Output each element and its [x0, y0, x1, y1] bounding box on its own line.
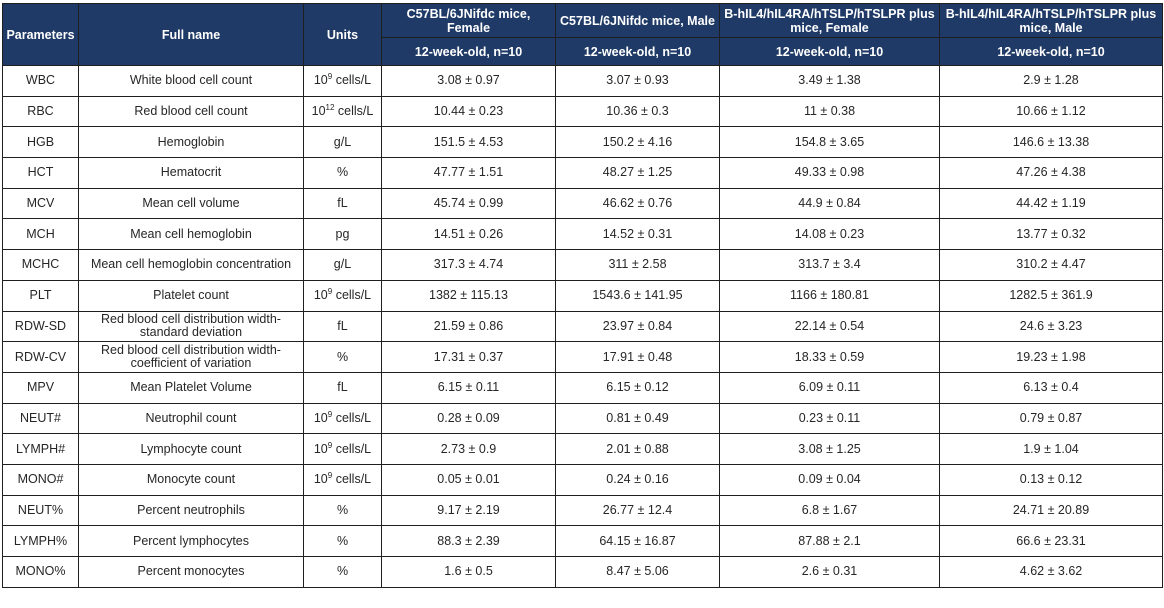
value-cell-group-2: 311 ± 2.58 [556, 250, 720, 281]
value-cell-group-2: 14.52 ± 0.31 [556, 219, 720, 250]
units-cell [304, 66, 382, 97]
value-cell-group-1: 2.73 ± 0.9 [382, 434, 556, 465]
units-cell [304, 250, 382, 281]
table-body [3, 66, 1163, 588]
unit-exponent: 9 [327, 440, 333, 450]
unit-base: fL [337, 318, 348, 333]
value-cell-group-3: 6.8 ± 1.67 [720, 495, 940, 526]
value-cell-group-3: 154.8 ± 3.65 [720, 127, 940, 158]
full-name-cell: Percent lymphocytes [79, 526, 304, 557]
table-row [3, 219, 1163, 250]
value-cell-group-1: 21.59 ± 0.86 [382, 311, 556, 342]
units-cell [304, 464, 382, 495]
table-row [3, 434, 1163, 465]
table-row [3, 372, 1163, 403]
unit-base: g/L [333, 257, 352, 272]
header-group-4: B-hIL4/hIL4RA/hTSLP/hTSLPR plus mice, Male [940, 4, 1163, 38]
value-cell-group-1: 88.3 ± 2.39 [382, 526, 556, 557]
value-cell-group-4: 10.66 ± 1.12 [940, 96, 1163, 127]
value-cell-group-3: 3.49 ± 1.38 [720, 66, 940, 97]
unit-base: 10 [313, 73, 328, 88]
value-cell-group-4: 1282.5 ± 361.9 [940, 280, 1163, 311]
table-row [3, 403, 1163, 434]
value-cell-group-4: 44.42 ± 1.19 [940, 188, 1163, 219]
table-row [3, 127, 1163, 158]
unit-base: % [336, 349, 349, 364]
unit-base: % [336, 533, 349, 548]
value-cell-group-3: 1166 ± 180.81 [720, 280, 940, 311]
header-group-1: C57BL/6JNifdc mice, Female [382, 4, 556, 38]
table-row [3, 311, 1163, 342]
header-full-name: Full name [79, 4, 304, 66]
table-row [3, 250, 1163, 281]
units-cell [304, 311, 382, 342]
unit-base: 10 [313, 441, 328, 456]
value-cell-group-4: 66.6 ± 23.31 [940, 526, 1163, 557]
full-name-cell: Mean cell volume [79, 188, 304, 219]
unit-base: fL [337, 380, 348, 395]
full-name-cell: Monocyte count [79, 464, 304, 495]
header-group-1-sub: 12-week-old, n=10 [382, 38, 556, 66]
value-cell-group-4: 0.13 ± 0.12 [940, 464, 1163, 495]
value-cell-group-2: 46.62 ± 0.76 [556, 188, 720, 219]
value-cell-group-3: 3.08 ± 1.25 [720, 434, 940, 465]
parameter-cell: NEUT% [3, 495, 79, 526]
value-cell-group-3: 313.7 ± 3.4 [720, 250, 940, 281]
units-cell [304, 403, 382, 434]
value-cell-group-1: 14.51 ± 0.26 [382, 219, 556, 250]
unit-exponent: 9 [327, 287, 333, 296]
value-cell-group-1: 317.3 ± 4.74 [382, 250, 556, 281]
parameter-cell: WBC [3, 66, 79, 97]
full-name-cell: Percent neutrophils [79, 495, 304, 526]
value-cell-group-4: 0.79 ± 0.87 [940, 403, 1163, 434]
value-cell-group-1: 0.05 ± 0.01 [382, 464, 556, 495]
unit-exponent: 9 [327, 471, 333, 481]
table-row [3, 158, 1163, 189]
units-cell [304, 188, 382, 219]
unit-base: 10 [311, 104, 326, 119]
value-cell-group-2: 64.15 ± 16.87 [556, 526, 720, 557]
value-cell-group-1: 47.77 ± 1.51 [382, 158, 556, 189]
parameter-cell: RBC [3, 96, 79, 127]
unit-base: 10 [313, 472, 328, 487]
parameter-cell: MCH [3, 219, 79, 250]
table-header [3, 4, 1163, 66]
parameter-cell: LYMPH% [3, 526, 79, 557]
unit-base: % [336, 502, 349, 517]
value-cell-group-4: 6.13 ± 0.4 [940, 372, 1163, 403]
value-cell-group-1: 0.28 ± 0.09 [382, 403, 556, 434]
value-cell-group-3: 87.88 ± 2.1 [720, 526, 940, 557]
unit-base: 10 [313, 288, 328, 303]
parameter-cell: MCV [3, 188, 79, 219]
header-group-2: C57BL/6JNifdc mice, Male [556, 4, 720, 38]
value-cell-group-2: 23.97 ± 0.84 [556, 311, 720, 342]
full-name-cell: Red blood cell distribution width-standard deviation [79, 311, 304, 342]
value-cell-group-1: 9.17 ± 2.19 [382, 495, 556, 526]
header-parameters: Parameters [3, 4, 79, 66]
full-name-cell: White blood cell count [79, 66, 304, 97]
header-group-3: B-hIL4/hIL4RA/hTSLP/hTSLPR plus mice, Female [720, 4, 940, 38]
unit-base: 10 [313, 410, 328, 425]
value-cell-group-3: 22.14 ± 0.54 [720, 311, 940, 342]
value-cell-group-4: 1.9 ± 1.04 [940, 434, 1163, 465]
value-cell-group-1: 151.5 ± 4.53 [382, 127, 556, 158]
value-cell-group-3: 6.09 ± 0.11 [720, 372, 940, 403]
unit-base: % [336, 564, 349, 579]
table-row [3, 342, 1163, 373]
parameter-cell: MPV [3, 372, 79, 403]
unit-rest: cells/L [334, 104, 374, 119]
value-cell-group-4: 19.23 ± 1.98 [940, 342, 1163, 373]
value-cell-group-4: 4.62 ± 3.62 [940, 557, 1163, 588]
value-cell-group-4: 146.6 ± 13.38 [940, 127, 1163, 158]
units-cell [304, 96, 382, 127]
unit-rest: cells/L [332, 410, 372, 425]
units-cell [304, 127, 382, 158]
header-group-2-sub: 12-week-old, n=10 [556, 38, 720, 66]
parameter-cell: RDW-CV [3, 342, 79, 373]
value-cell-group-1: 6.15 ± 0.11 [382, 372, 556, 403]
units-cell [304, 557, 382, 588]
parameter-cell: HCT [3, 158, 79, 189]
full-name-cell: Neutrophil count [79, 403, 304, 434]
value-cell-group-4: 24.6 ± 3.23 [940, 311, 1163, 342]
unit-base: fL [337, 196, 348, 211]
full-name-cell: Mean Platelet Volume [79, 372, 304, 403]
value-cell-group-4: 24.71 ± 20.89 [940, 495, 1163, 526]
table-row [3, 557, 1163, 588]
value-cell-group-2: 1543.6 ± 141.95 [556, 280, 720, 311]
value-cell-group-1: 10.44 ± 0.23 [382, 96, 556, 127]
unit-exponent: 9 [327, 72, 333, 82]
value-cell-group-2: 3.07 ± 0.93 [556, 66, 720, 97]
value-cell-group-2: 26.77 ± 12.4 [556, 495, 720, 526]
value-cell-group-1: 45.74 ± 0.99 [382, 188, 556, 219]
unit-exponent: 9 [327, 409, 333, 419]
hematology-table [2, 3, 1163, 588]
units-cell [304, 495, 382, 526]
parameter-cell: PLT [3, 280, 79, 311]
value-cell-group-3: 0.09 ± 0.04 [720, 464, 940, 495]
full-name-cell: Hemoglobin [79, 127, 304, 158]
value-cell-group-2: 48.27 ± 1.25 [556, 158, 720, 189]
full-name-cell: Percent monocytes [79, 557, 304, 588]
value-cell-group-3: 18.33 ± 0.59 [720, 342, 940, 373]
unit-base: % [336, 165, 349, 180]
value-cell-group-1: 3.08 ± 0.97 [382, 66, 556, 97]
value-cell-group-2: 17.91 ± 0.48 [556, 342, 720, 373]
value-cell-group-2: 8.47 ± 5.06 [556, 557, 720, 588]
value-cell-group-2: 150.2 ± 4.16 [556, 127, 720, 158]
value-cell-group-4: 2.9 ± 1.28 [940, 66, 1163, 97]
full-name-cell: Lymphocyte count [79, 434, 304, 465]
value-cell-group-2: 0.81 ± 0.49 [556, 403, 720, 434]
table-row [3, 495, 1163, 526]
parameter-cell: MONO# [3, 464, 79, 495]
table-row [3, 66, 1163, 97]
value-cell-group-2: 2.01 ± 0.88 [556, 434, 720, 465]
table-row [3, 188, 1163, 219]
unit-exponent: 12 [325, 102, 335, 112]
value-cell-group-4: 47.26 ± 4.38 [940, 158, 1163, 189]
table-row [3, 464, 1163, 495]
table-row [3, 96, 1163, 127]
full-name-cell: Red blood cell count [79, 96, 304, 127]
units-cell [304, 342, 382, 373]
header-units: Units [304, 4, 382, 66]
value-cell-group-1: 1.6 ± 0.5 [382, 557, 556, 588]
units-cell [304, 219, 382, 250]
value-cell-group-3: 2.6 ± 0.31 [720, 557, 940, 588]
value-cell-group-3: 14.08 ± 0.23 [720, 219, 940, 250]
value-cell-group-1: 1382 ± 115.13 [382, 280, 556, 311]
unit-rest: cells/L [332, 472, 372, 487]
units-cell [304, 372, 382, 403]
units-cell [304, 434, 382, 465]
units-cell [304, 526, 382, 557]
value-cell-group-2: 0.24 ± 0.16 [556, 464, 720, 495]
full-name-cell: Mean cell hemoglobin concentration [79, 250, 304, 281]
parameter-cell: NEUT# [3, 403, 79, 434]
value-cell-group-3: 44.9 ± 0.84 [720, 188, 940, 219]
table-row [3, 526, 1163, 557]
value-cell-group-2: 10.36 ± 0.3 [556, 96, 720, 127]
unit-base: g/L [333, 134, 352, 149]
unit-rest: cells/L [332, 73, 372, 88]
units-cell [304, 280, 382, 311]
parameter-cell: MCHC [3, 250, 79, 281]
value-cell-group-3: 11 ± 0.38 [720, 96, 940, 127]
value-cell-group-1: 17.31 ± 0.37 [382, 342, 556, 373]
header-group-4-sub: 12-week-old, n=10 [940, 38, 1163, 66]
parameter-cell: HGB [3, 127, 79, 158]
units-cell [304, 158, 382, 189]
value-cell-group-4: 13.77 ± 0.32 [940, 219, 1163, 250]
unit-base: pg [335, 226, 350, 241]
unit-rest: cells/L [332, 288, 372, 303]
value-cell-group-3: 49.33 ± 0.98 [720, 158, 940, 189]
value-cell-group-2: 6.15 ± 0.12 [556, 372, 720, 403]
parameter-cell: MONO% [3, 557, 79, 588]
full-name-cell: Mean cell hemoglobin [79, 219, 304, 250]
parameter-cell: LYMPH# [3, 434, 79, 465]
table-row [3, 280, 1163, 311]
unit-rest: cells/L [332, 441, 372, 456]
value-cell-group-3: 0.23 ± 0.11 [720, 403, 940, 434]
full-name-cell: Platelet count [79, 280, 304, 311]
value-cell-group-4: 310.2 ± 4.47 [940, 250, 1163, 281]
full-name-cell: Red blood cell distribution width-coefficient of variation [79, 342, 304, 373]
parameter-cell: RDW-SD [3, 311, 79, 342]
header-group-3-sub: 12-week-old, n=10 [720, 38, 940, 66]
full-name-cell: Hematocrit [79, 158, 304, 189]
